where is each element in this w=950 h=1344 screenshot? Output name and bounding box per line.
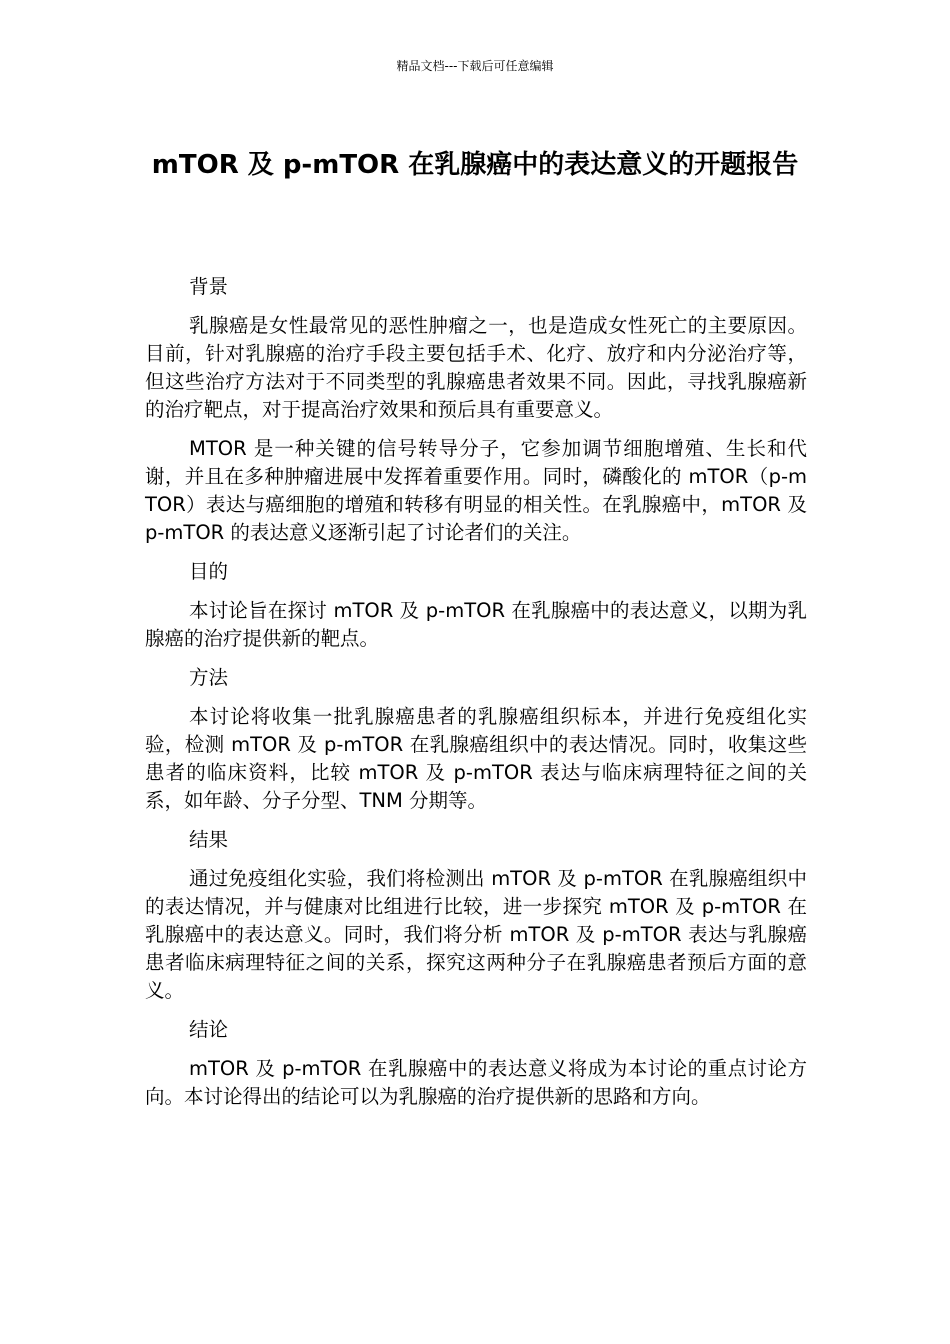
- section-heading-conclusion: 结论: [189, 1018, 229, 1041]
- paragraph-objective-1: 本讨论旨在探讨 mTOR 及 p-mTOR 在乳腺癌中的表达意义，以期为乳腺癌的治疗提供新的靶点。: [145, 599, 807, 650]
- section-heading-results: 结果: [189, 828, 229, 851]
- paragraph-results-1: 通过免疫组化实验，我们将检测出 mTOR 及 p-mTOR 在乳腺癌组织中的表达情况，并与健康对比组进行比较，进一步探究 mTOR 及 p-mTOR 在乳腺癌中的表达意义。同时，我们将分析 mTOR 及 p-mTOR 表达与乳腺癌患者临床病理特征之间的关系，探究这两种分子在乳腺癌患者预后方面的意义。: [145, 867, 807, 1002]
- document-body: [145, 273, 807, 1122]
- header-note: 精品文档---下载后可任意编辑: [396, 59, 554, 73]
- paragraph-methods-1: 本讨论将收集一批乳腺癌患者的乳腺癌组织标本，并进行免疫组化实验，检测 mTOR 及 p-mTOR 在乳腺癌组织中的表达情况。同时，收集这些患者的临床资料，比较 mTOR 及 p-mTOR 表达与临床病理特征之间的关系，如年龄、分子分型、TNM 分期等。: [145, 705, 807, 812]
- document-title: mTOR 及 p-mTOR 在乳腺癌中的表达意义的开题报告: [151, 150, 799, 180]
- paragraph-background-1: 乳腺癌是女性最常见的恶性肿瘤之一，也是造成女性死亡的主要原因。目前，针对乳腺癌的治疗手段主要包括手术、化疗、放疗和内分泌治疗等，但这些治疗方法对于不同类型的乳腺癌患者效果不同。因此，寻找乳腺癌新的治疗靶点，对于提高治疗效果和预后具有重要意义。: [145, 314, 807, 421]
- section-heading-objective: 目的: [189, 560, 229, 583]
- paragraph-background-2: MTOR 是一种关键的信号转导分子，它参加调节细胞增殖、生长和代谢，并且在多种肿瘤进展中发挥着重要作用。同时，磷酸化的 mTOR（p-mTOR）表达与癌细胞的增殖和转移有明显的相关性。在乳腺癌中，mTOR 及 p-mTOR 的表达意义逐渐引起了讨论者们的关注。: [145, 437, 807, 544]
- section-heading-methods: 方法: [189, 666, 229, 689]
- section-heading-background: 背景: [189, 275, 229, 298]
- paragraph-conclusion-1: mTOR 及 p-mTOR 在乳腺癌中的表达意义将成为本讨论的重点讨论方向。本讨论得出的结论可以为乳腺癌的治疗提供新的思路和方向。: [145, 1057, 807, 1108]
